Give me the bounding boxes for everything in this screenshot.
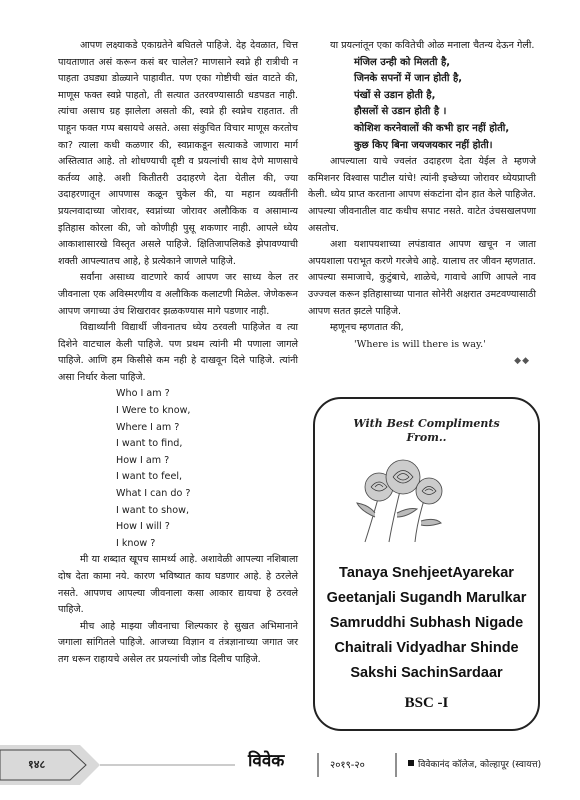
paragraph: या प्रयत्नांतून एका कवितेची ओळ मनाला चैतन्य देऊन गेली. xyxy=(330,40,535,51)
poem-line: Where I am ? xyxy=(116,421,180,433)
poem-line: I want to show, xyxy=(116,504,190,516)
class-label: BSC -I xyxy=(404,695,449,711)
poem-line: जिनके सपनों में जान होती है, xyxy=(354,73,463,85)
poem-line: I want to find, xyxy=(116,438,183,450)
poem-line: What I can do ? xyxy=(116,488,191,500)
student-name: Chaitrali Vidyadhar Shinde xyxy=(334,640,519,656)
paragraph: सर्वांना असाध्य वाटणारे कार्य आपण जर साध्य केल तर जीवनाला एक अविस्मरणीय व अलौकिक कलाटणी मिळेल. जेणेकरून आपण जगाच्या उंच शिखरावर झळकण्यास मागे पडणार नाही. xyxy=(58,272,298,317)
end-mark: ◆◆ xyxy=(514,356,530,367)
poem-line: I know ? xyxy=(116,537,156,549)
page-number: १४८ xyxy=(28,758,46,771)
greeting-line: With Best Compliments xyxy=(353,417,500,430)
paragraph: आपण लक्ष्याकडे एकाग्रतेने बघितले पाहिजे. देह देवळात, चित्त पायताणात असं करून कसं बर चालेल? माणसाने स्वप्ने ही रात्रीची न पाहता उघड्या डोळ्याने पाहावीत. पण एका गोष्टीची खंत वाटते की, माणूस फक्त स्वप्ने पाहतो, ती सत्यात उतरवण्यासाठी धडपडत नाही. त्यांचा असाच ग्रह झालेला असतो की, स्वप्ने ही स्वप्नेच राहतात. ती पाहून फक्त गप्प बसायचे असते. असा संकुचित विचार माणूस करतोच का? त्याला कधी कळणार की, स्वप्नाकडून सत्याकडे जाणारा मार्ग अस्तित्वात आहे. तो शोधण्याची दृष्टी व प्रयत्नांची साथ देणे माणसाचे कर्तव्य आहे. अशी कितीतरी उदाहरणे देता येतील की, ज्या उदाहरणातून आपणास कळून चुकेल की, या महान व्यक्तींनी प्रयत्नवादाच्या जोरावर, स्वप्नांच्या जोरावर अलौकिक व असामान्य इतिहास कोरला की, जो कोणीही पुसू शकणार नाही. आपले ध्येय आकाशासारखे विस्तृत असले पाहिजे. क्षितिजापलिकडे झेपावण्याची शक्ती आपल्यातच आहे, हे प्रत्येकाने जाणले पाहिजे. xyxy=(58,40,298,267)
ad-greeting xyxy=(315,417,538,445)
right-text-column xyxy=(308,38,536,370)
poem-line: I Were to know, xyxy=(116,405,191,417)
college-name xyxy=(408,757,541,770)
hindi-poem xyxy=(308,55,536,155)
poem-line: How I will ? xyxy=(116,521,170,533)
college-text: विवेकानंद कॉलेज, कोल्हापूर (स्वायत्त) xyxy=(418,760,542,770)
paragraph: मी या शब्दात खूपच सामर्थ्य आहे. अशावेळी आपल्या नशिबाला दोष देता कामा नये. कारण भविष्यात काय घडणार आहे. हे ठरलेले नसते. आपणच आपल्या जीवनाला कसा आकार द्यायचा हे ठरवले पाहिजे. xyxy=(58,554,298,616)
student-name: Tanaya SnehjeetAyarekar xyxy=(339,565,514,581)
greeting-line: From.. xyxy=(406,431,447,444)
poem-line: कोशिश करनेवालों की कभी हार नहीं होती, xyxy=(354,122,510,134)
poem-line: हौसलों से उडान होती है । xyxy=(354,106,447,118)
magazine-title: विवेक xyxy=(248,751,285,771)
compliments-ad-box xyxy=(313,397,540,731)
left-text-column xyxy=(58,38,298,669)
student-name: Samruddhi Subhash Nigade xyxy=(329,615,524,631)
magazine-year: २०१९-२० xyxy=(330,760,365,771)
student-name: Sakshi SachinSardaar xyxy=(350,665,503,681)
poem-line: I want to feel, xyxy=(116,471,183,483)
ad-names-list xyxy=(315,561,538,686)
poem-line: How I am ? xyxy=(116,454,170,466)
paragraph: आपल्याला याचे ज्वलंत उदाहरण देता येईल ते म्हणजे कमिशनर विश्वास पाटील यांचे! त्यांनी इच्छेच्या जोरावर ध्येयप्राप्ती केली. ध्येय प्राप्त करताना आपण संकटांना दोन हात केले पाहिजेत. आपल्या जीवनातील वाट कधीच सपाट नसते. वाटेत उंचसखलपणा असतोच. xyxy=(308,156,536,234)
poem-line: पंखों से उडान होती है, xyxy=(354,89,436,101)
paragraph: अशा यशापयशाच्या लपंडावात आपण खचून न जाता अपयशाला पराभूत करणे गरजेचे आहे. यालाच तर जीवन म्हणतात. आपल्या समाजाचे, कुटुंबाचे, शाळेचे, गावाचे आणि आपले नाव उज्ज्वल करून इतिहासाच्या पानात सोनेरी अक्षरात उमटवण्यासाठी आपण सतत झटले पाहिजे. xyxy=(308,239,536,317)
student-name: Geetanjali Sugandh Marulkar xyxy=(326,590,527,606)
paragraph: विद्यार्थ्यांनी विद्यार्थी जीवनातच ध्येय ठरवली पाहिजेत व त्या दिशेने वाटचाल केली पाहिजे. पण प्रथम त्यांनी मी पणाला जागले पाहिजे. आणि हम किसीसे कम नही हे दाखवून दिले पाहिजे. त्यांनी असा निर्धार केला पाहिजे. xyxy=(58,322,298,383)
paragraph: म्हणूनच म्हणतात की, xyxy=(330,322,404,334)
bullet-icon xyxy=(408,760,414,766)
roses-illustration-icon xyxy=(345,447,465,547)
poem-line: कुछ किए बिना जयजयकार नहीं होती। xyxy=(354,139,493,151)
english-poem xyxy=(58,386,298,552)
paragraph: मीच आहे माझ्या जीवनाचा शिल्पकार हे सुखत अभिमानाने जगाला सांगितले पाहिजे. आजच्या विज्ञान व तंत्रज्ञानाच्या जगात जर तग धरून राहायचे असेल तर प्रयत्नांची जोड दिलीच पाहिजे. xyxy=(58,620,298,665)
quote: 'Where is will there is way.' xyxy=(354,338,486,350)
poem-line: Who I am ? xyxy=(116,388,170,400)
poem-line: मंजिल उन्ही को मिलती है, xyxy=(354,56,451,68)
